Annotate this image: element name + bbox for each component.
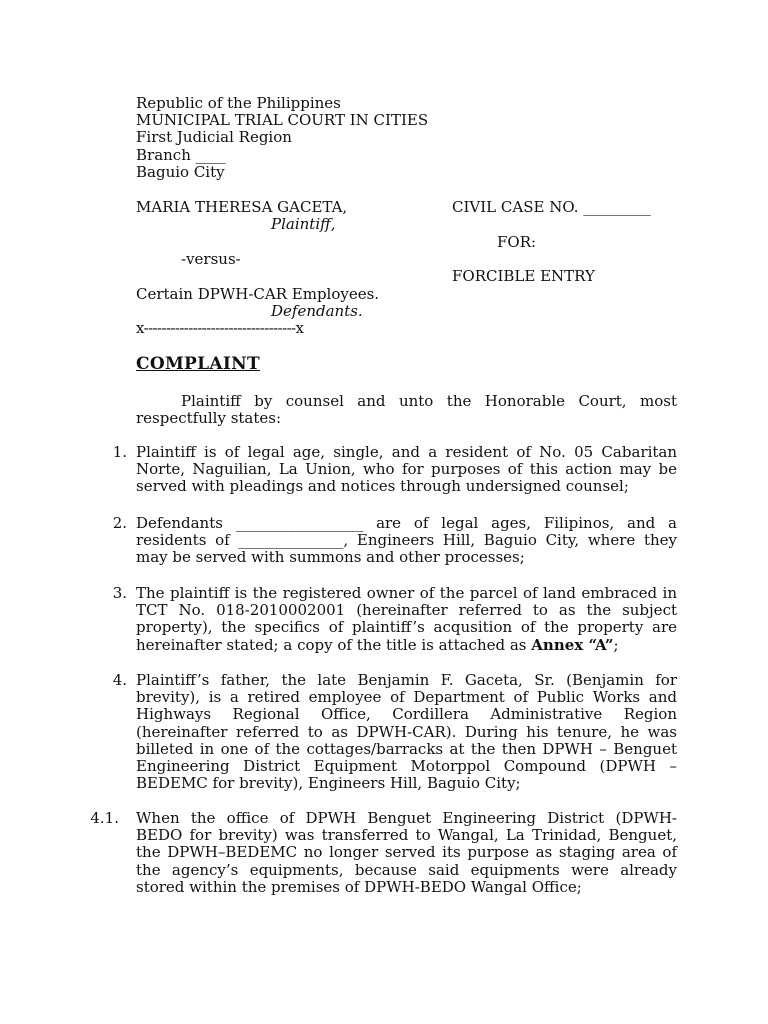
- paragraph-1: [136, 444, 677, 496]
- for-label: FOR:: [497, 233, 537, 251]
- intro-line: respectfully states:: [136, 409, 282, 428]
- paragraph-line: BEDO for brevity) was transferred to Wangal, La Trinidad, Benguet,: [136, 826, 677, 845]
- header-republic: Republic of the Philippines: [136, 94, 341, 112]
- paragraph-number: 3.: [112, 584, 127, 602]
- paragraph-line: brevity), is a retired employee of Department of Public Works and: [136, 688, 677, 707]
- paragraph-line: The plaintiff is the registered owner of the parcel of land embraced in: [136, 584, 677, 602]
- paragraph-line: the agency’s equipments, because said equipments were already: [136, 860, 677, 879]
- paragraph-line-with-annex: [136, 637, 677, 654]
- paragraph-line: Engineering District Equipment Motorppol Compound (DPWH –: [136, 756, 677, 775]
- court-header: [136, 95, 428, 181]
- header-city: Baguio City: [136, 162, 225, 181]
- case-type: FORCIBLE ENTRY: [452, 267, 595, 285]
- paragraph-number: 4.: [112, 671, 127, 689]
- paragraph-line: Plaintiff’s father, the late Benjamin F. Gaceta, Sr. (Benjamin for: [136, 671, 677, 689]
- paragraph-line: (hereinafter referred to as DPWH-CAR). During his tenure, he was: [136, 722, 677, 741]
- paragraph-line: property), the specifics of plaintiff’s acqusition of the property are: [136, 618, 677, 637]
- paragraph-line: TCT No. 018-2010002001 (hereinafter referred to as the subject: [136, 601, 677, 620]
- paragraph-line: BEDEMC for brevity), Engineers Hill, Baguio City;: [136, 774, 521, 793]
- paragraph-line: Plaintiff is of legal age, single, and a resident of No. 05 Cabaritan: [136, 443, 677, 461]
- paragraph-line: When the office of DPWH Benguet Engineering District (DPWH-: [136, 809, 677, 827]
- header-court: MUNICIPAL TRIAL COURT IN CITIES: [136, 111, 429, 130]
- complaint-title: COMPLAINT: [136, 354, 260, 374]
- civil-case-number: CIVIL CASE NO. _________: [452, 198, 651, 216]
- paragraph-3: [136, 585, 677, 654]
- paragraph-line: served with pleadings and notices through undersigned counsel;: [136, 477, 629, 496]
- versus-label: -versus-: [181, 250, 241, 268]
- paragraph-line: the DPWH–BEDEMC no longer served its purpose as staging area of: [136, 843, 677, 862]
- plaintiff-role: Plaintiff,: [271, 215, 336, 233]
- paragraph-line: stored within the premises of DPWH-BEDO Wangal Office;: [136, 877, 582, 896]
- paragraph-line: Defendants _________________ are of legal ages, Filipinos, and a: [136, 514, 677, 532]
- intro-line: Plaintiff by counsel and unto the Honorable Court, most: [181, 392, 677, 410]
- plaintiff-name: MARIA THERESA GACETA,: [136, 198, 348, 216]
- header-branch: Branch ____: [136, 145, 226, 164]
- caption-separator: x----------------------------------x: [136, 319, 304, 337]
- paragraph-2: [136, 515, 677, 567]
- defendant-role: Defendants.: [271, 302, 363, 320]
- header-region: First Judicial Region: [136, 128, 292, 147]
- paragraph-line: may be served with summons and other processes;: [136, 548, 525, 567]
- paragraph-number: 2.: [112, 514, 127, 532]
- paragraph-line: Norte, Naguilian, La Union, who for purposes of this action may be: [136, 460, 677, 479]
- defendant-name: Certain DPWH-CAR Employees.: [136, 285, 380, 303]
- annex-tail: ;: [613, 635, 619, 654]
- paragraph-4: [136, 672, 677, 792]
- paragraph-line: residents of ______________, Engineers Hill, Baguio City, where they: [136, 531, 677, 550]
- paragraph-line: billeted in one of the cottages/barracks at the then DPWH – Benguet: [136, 739, 677, 758]
- paragraph-number: 4.1.: [90, 809, 119, 827]
- paragraph-line: hereinafter stated; a copy of the title is attached as: [136, 635, 532, 654]
- paragraph-line: Highways Regional Office, Cordillera Administrative Region: [136, 705, 677, 724]
- paragraph-number: 1.: [112, 443, 127, 461]
- paragraph-4-1: [136, 810, 677, 896]
- annex-reference: Annex “A”: [531, 635, 614, 654]
- intro-paragraph: [136, 393, 677, 427]
